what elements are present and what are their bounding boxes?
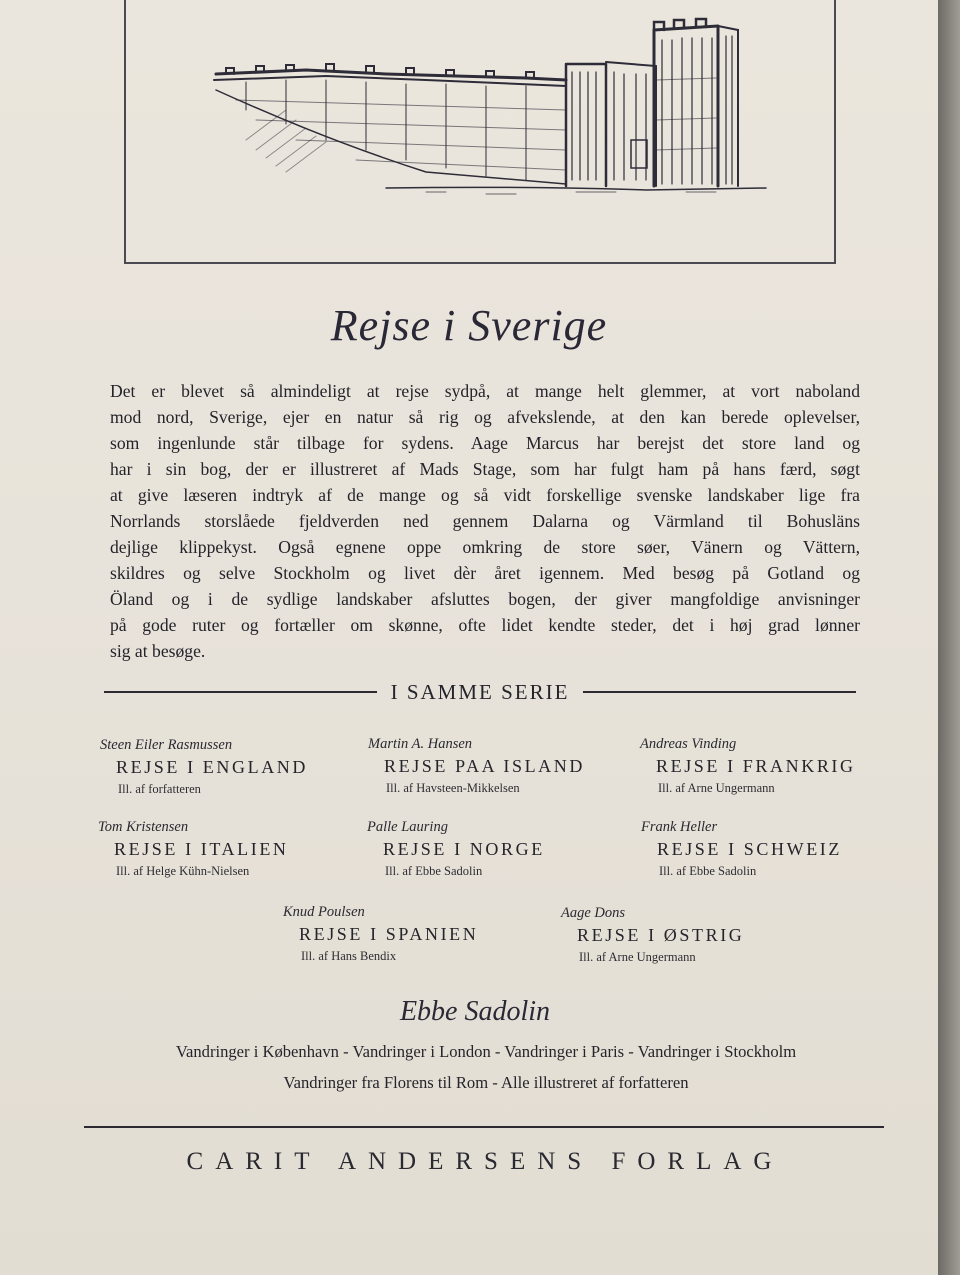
series-book bbox=[367, 819, 545, 879]
book-title: Rejse i Sverige bbox=[330, 301, 608, 350]
series-book-title: REJSE I ØSTRIG bbox=[577, 925, 745, 945]
description-line: har i sin bog, der er illustreret af Mads Stage, som har fulgt ham på hans færd, søgt bbox=[110, 459, 860, 479]
book-author: Knud Poulsen bbox=[283, 904, 365, 920]
book-author: Tom Kristensen bbox=[98, 819, 189, 835]
other-titles-line: Vandringer i København - Vandringer i London - Vandringer i Paris - Vandringer i Stockholm bbox=[175, 1042, 797, 1061]
description-line: på gode ruter og fortæller om skønne, ofte lidet kendte steder, det i høj grad lønner bbox=[110, 615, 860, 635]
series-heading bbox=[104, 678, 856, 706]
book-illustrator: Ill. af Arne Ungermann bbox=[579, 950, 696, 964]
book-illustrator: Ill. af Arne Ungermann bbox=[658, 781, 775, 795]
book-author: Aage Dons bbox=[561, 905, 626, 921]
fortress-wall-illustration bbox=[124, 0, 836, 264]
book-illustrator: Ill. af Helge Kühn-Nielsen bbox=[116, 864, 250, 878]
series-book bbox=[641, 819, 842, 879]
description bbox=[110, 378, 860, 664]
publisher-name: CARIT ANDERSENS FORLAG bbox=[186, 1148, 784, 1175]
background-edge bbox=[938, 0, 960, 1275]
book-author: Palle Lauring bbox=[367, 819, 448, 835]
other-titles-line: Vandringer fra Florens til Rom - Alle illustreret af forfatteren bbox=[283, 1073, 689, 1092]
book-illustrator: Ill. af Hans Bendix bbox=[301, 949, 397, 963]
description-line: som ingenlunde står tilbage for sydens. Aage Marcus har berejst det store land og bbox=[110, 433, 860, 453]
series-book bbox=[283, 904, 478, 964]
divider bbox=[583, 691, 856, 693]
series-book-title: REJSE I SCHWEIZ bbox=[657, 839, 842, 859]
fortress-drawing bbox=[126, 0, 834, 262]
description-line: at give læseren indtryk af de mange og så vidt forskellige svenske landskaber lige fra bbox=[110, 485, 860, 505]
series-book-title: REJSE PAA ISLAND bbox=[384, 756, 585, 776]
book-illustrator: Ill. af Ebbe Sadolin bbox=[659, 864, 757, 878]
book-illustrator: Ill. af Ebbe Sadolin bbox=[385, 864, 483, 878]
book-author: Frank Heller bbox=[641, 819, 718, 835]
book-illustrator: Ill. af forfatteren bbox=[118, 782, 201, 796]
book-illustrator: Ill. af Havsteen-Mikkelsen bbox=[386, 781, 520, 795]
series-book bbox=[100, 737, 308, 797]
divider bbox=[104, 691, 377, 693]
series-book-title: REJSE I ITALIEN bbox=[114, 839, 289, 859]
description-line: dejlige klippekyst. Også egnene oppe omkring de store søer, Vänern og Vättern, bbox=[110, 537, 860, 557]
other-author-name: Ebbe Sadolin bbox=[399, 996, 551, 1027]
series-book-title: REJSE I NORGE bbox=[383, 839, 545, 859]
divider bbox=[84, 1126, 884, 1128]
series-book-title: REJSE I FRANKRIG bbox=[656, 756, 856, 776]
description-line: sig at besøge. bbox=[110, 641, 206, 661]
series-book bbox=[640, 736, 856, 796]
series-book bbox=[98, 819, 289, 879]
series-book-title: REJSE I SPANIEN bbox=[299, 924, 479, 944]
book-author: Andreas Vinding bbox=[640, 736, 737, 752]
book-author: Martin A. Hansen bbox=[368, 736, 473, 752]
description-line: skildres og selve Stockholm og livet dèr året igennem. Med besøg på Gotland og bbox=[110, 563, 860, 583]
description-line: Norrlands storslåede fjeldverden ned gennem Dalarna og Värmland til Bohusläns bbox=[110, 511, 860, 531]
series-book-title: REJSE I ENGLAND bbox=[116, 757, 308, 777]
description-line: Det er blevet så almindeligt at rejse sydpå, at mange helt glemmer, at vort naboland bbox=[110, 381, 860, 401]
description-line: mod nord, Sverige, ejer en natur så rig og afvekslende, at den kan berede oplevelser, bbox=[110, 407, 860, 427]
series-heading-label: I SAMME SERIE bbox=[390, 679, 570, 704]
book-author: Steen Eiler Rasmussen bbox=[100, 737, 233, 753]
description-line: Öland og i de sydlige landskaber afsluttes bogen, der giver mangfoldige anvisninger bbox=[110, 589, 860, 609]
series-book bbox=[368, 736, 585, 796]
series-book bbox=[561, 905, 744, 965]
